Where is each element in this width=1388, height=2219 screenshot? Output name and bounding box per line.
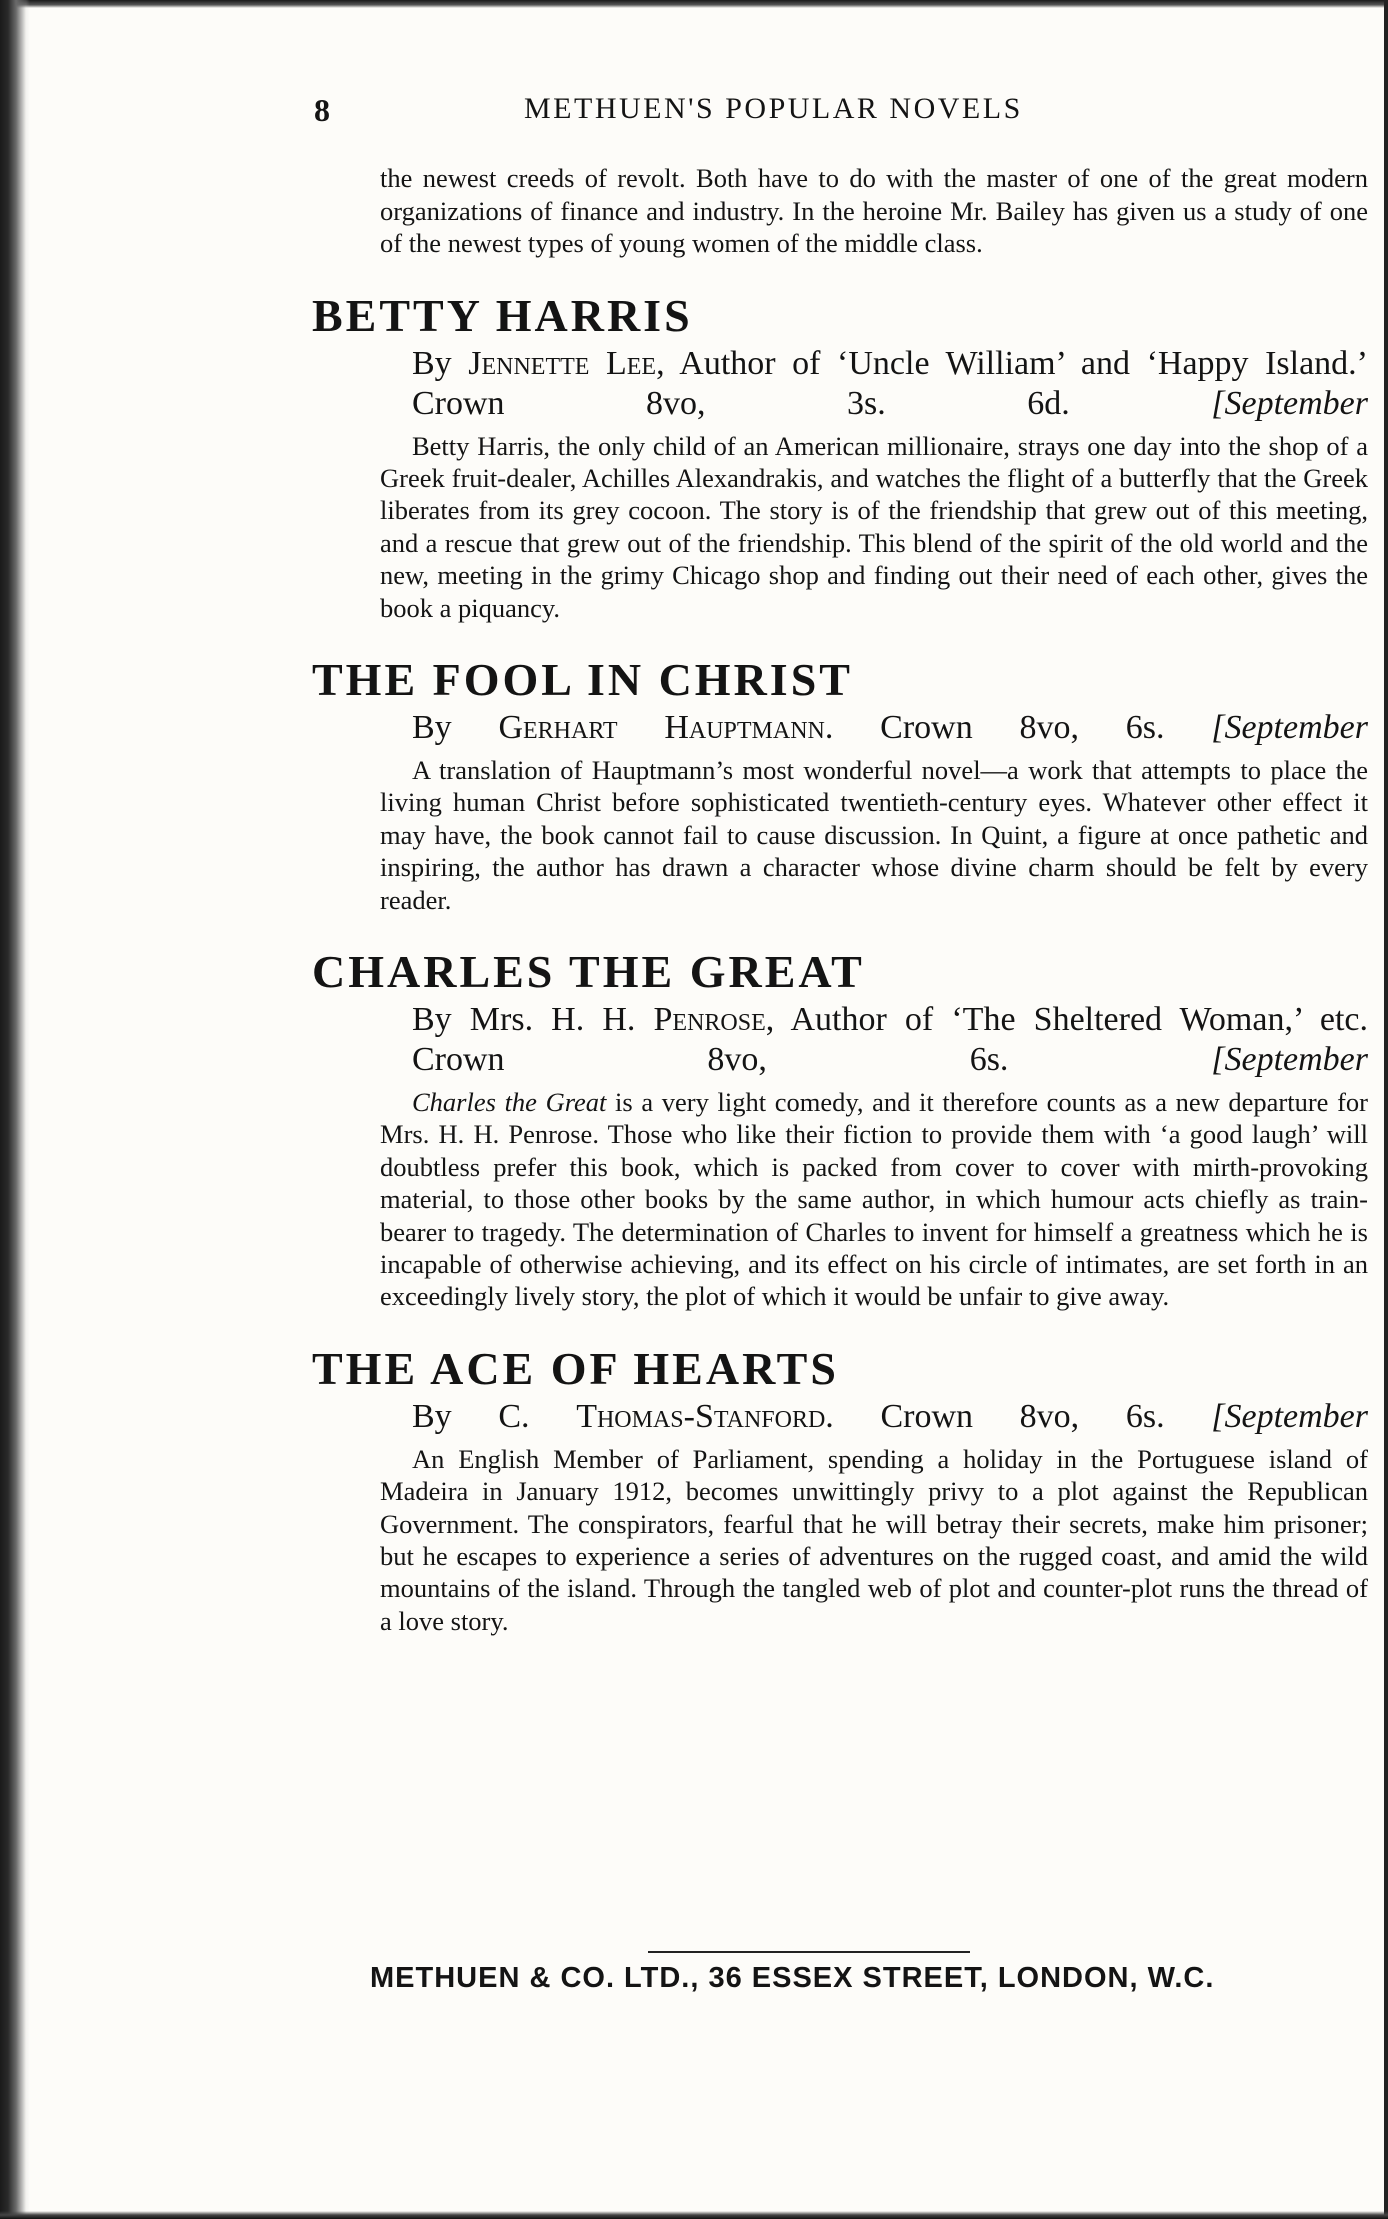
- book-entry: [312, 288, 1368, 624]
- page-header: [314, 92, 1164, 132]
- book-description: [380, 1443, 1368, 1637]
- page-content: [312, 162, 1368, 1637]
- page-edge-left: [0, 0, 30, 2219]
- author-name: Thomas-Stanford: [576, 1397, 826, 1435]
- book-entry: [312, 652, 1368, 916]
- book-byline: [412, 708, 1368, 748]
- byline-details: . Crown 8vo, 6s.: [824, 708, 1165, 746]
- book-title: BETTY HARRIS: [312, 289, 693, 341]
- publication-date: [September: [1211, 384, 1368, 422]
- byline-prefix: By: [412, 344, 469, 382]
- book-description: [380, 430, 1368, 624]
- page-edge-top: [0, 0, 1388, 8]
- description-text: An English Member of Parliament, spending a holiday in the Portuguese island of Madeira in January 1912, becomes unwittingly privy to a plot against the Republican Government. The conspirators, fearful that he will betray their secrets, make him prisoner; but he escapes to experience a series of adventures on the rugged coast, and amid the wild mountains of the island. Through the tangled web of plot and counter-plot runs the thread of a love story.: [380, 1443, 1368, 1636]
- book-byline: [412, 344, 1368, 424]
- book-description: [380, 754, 1368, 916]
- footer-divider: [648, 1951, 970, 1953]
- byline-details: . Crown 8vo, 6s.: [825, 1397, 1165, 1435]
- page-number: 8: [314, 92, 331, 128]
- publication-date: [September: [1211, 708, 1368, 746]
- page-edge-right: [1384, 0, 1388, 2219]
- book-title: THE FOOL IN CHRIST: [312, 653, 853, 705]
- book-entry: [312, 1341, 1368, 1637]
- book-title: CHARLES THE GREAT: [312, 945, 865, 997]
- byline-details: , Author of ‘The Sheltered Woman,’ etc. Crown 8vo, 6s.: [412, 1000, 1368, 1078]
- running-title: METHUEN'S POPULAR NOVELS: [524, 92, 1023, 125]
- page-edge-bottom: [0, 2211, 1388, 2219]
- description-text: Betty Harris, the only child of an American millionaire, strays one day into the shop of a Greek fruit-dealer, Achilles Alexandrakis, and watches the flight of a butterfly that the Greek liberates from its grey cocoon. The story is of the friendship that grew out of this meeting, and a rescue that grew out of the friendship. This blend of the spirit of the old world and the new, meeting in the grimy Chicago shop and finding out their need of each other, gives the book a piquancy.: [380, 430, 1368, 623]
- book-entry: [312, 944, 1368, 1313]
- publication-date: [September: [1211, 1397, 1368, 1435]
- author-name: Jennette Lee: [468, 344, 657, 382]
- publisher-footer: METHUEN & CO. LTD., 36 ESSEX STREET, LONDON, W.C.: [370, 1962, 1215, 1994]
- book-description: [380, 1086, 1368, 1313]
- description-lead: Charles the Great: [412, 1086, 607, 1117]
- description-text: A translation of Hauptmann’s most wonderful novel—a work that attempts to place the living human Christ before sophisticated twentieth-century eyes. Whatever other effect it may have, the book cannot fail to cause discussion. In Quint, a figure at once pathetic and inspiring, the author has drawn a character whose divine charm should be felt by every reader.: [380, 754, 1368, 915]
- byline-prefix: By: [412, 708, 499, 746]
- description-text: is a very light comedy, and it therefore counts as a new departure for Mrs. H. H. Penrose. Those who like their fiction to provide them with ‘a good laugh’ will doubtless prefer this book, which is packed from cover to cover with mirth-provoking material, to those other books by the same author, in which humour acts chiefly as train-bearer to tragedy. The determination of Charles to invent for himself a greatness which he is incapable of otherwise achieving, and its effect on his circle of intimates, are set forth in an exceedingly lively story, the plot of which it would be unfair to give away.: [380, 1086, 1368, 1312]
- intro-paragraph: the newest creeds of revolt. Both have to do with the master of one of the great modern organizations of finance and industry. In the heroine Mr. Bailey has given us a study of one of the newest types of young women of the middle class.: [380, 163, 1368, 258]
- byline-prefix: By C.: [412, 1397, 577, 1435]
- byline-prefix: By Mrs. H. H.: [412, 1000, 654, 1038]
- book-byline: [412, 1000, 1368, 1080]
- author-name: Penrose: [653, 1000, 766, 1038]
- book-byline: [412, 1397, 1368, 1437]
- publication-date: [September: [1211, 1040, 1368, 1078]
- author-name: Gerhart Hauptmann: [498, 708, 825, 746]
- byline-details: , Author of ‘Uncle William’ and ‘Happy Island.’ Crown 8vo, 3s. 6d.: [412, 344, 1369, 422]
- book-title: THE ACE OF HEARTS: [312, 1342, 839, 1394]
